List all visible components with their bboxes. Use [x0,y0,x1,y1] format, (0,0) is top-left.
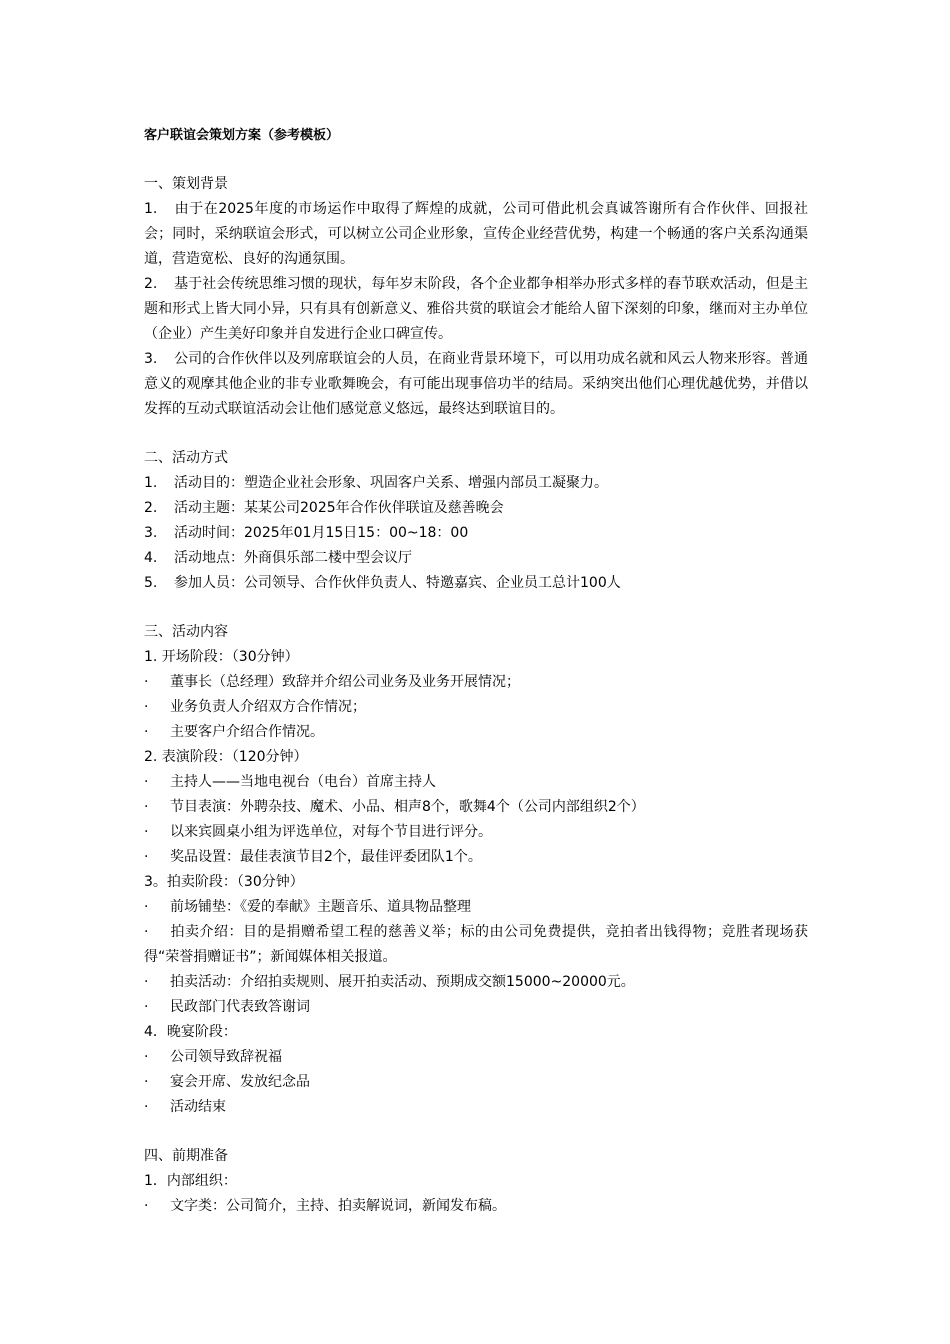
spacer [144,596,808,620]
bullet-mark: · [144,974,149,990]
bullet-mark: · [144,774,149,790]
phase-title: 4．晚宴阶段： [144,1024,237,1040]
section-heading-background: 一、策划背景 [144,176,228,192]
bullet-item [144,670,808,695]
phase-title: 1. 开场阶段：（30分钟） [144,649,299,665]
bullet-mark: · [144,924,149,940]
bullet-item [144,1070,808,1095]
item-number: 1. [144,475,158,491]
document-page [144,124,808,1219]
item-number: 2. [144,500,158,516]
item-number: 5. [144,575,158,591]
bullet-mark: · [144,849,149,865]
bullet-item [144,895,808,920]
item-text: 活动地点：外商俱乐部二楼中型会议厅 [174,550,412,566]
bullet-text: 董事长（总经理）致辞并介绍公司业务及业务开展情况； [170,674,520,690]
bullet-mark: · [144,1049,149,1065]
bullet-mark: · [144,999,149,1015]
bullet-item [144,970,808,995]
item-number: 3. [144,351,158,367]
list-item [144,571,808,596]
bullet-text: 文字类：公司简介，主持、拍卖解说词，新闻发布稿。 [170,1198,506,1214]
spacer [144,422,808,446]
bullet-mark: · [144,1074,149,1090]
item-text: 基于社会传统思维习惯的现状，每年岁末阶段，各个企业都争相举办形式多样的春节联欢活动，但是主题和形式上皆大同小异，只有具有创新意义、雅俗共赏的联谊会才能给人留下深刻的印象，继而对主办单位（企业）产生美好印象并自发进行企业口碑宣传。 [144,276,808,342]
bullet-text: 主要客户介绍合作情况。 [170,724,324,740]
bullet-mark: · [144,699,149,715]
bullet-text: 主持人——当地电视台（电台）首席主持人 [170,774,436,790]
item-text: 参加人员：公司领导、合作伙伴负责人、特邀嘉宾、企业员工总计100人 [174,575,621,591]
bullet-mark: · [144,724,149,740]
item-number: 4. [144,550,158,566]
bullet-text: 前场铺垫：《爱的奉献》主题音乐、道具物品整理 [170,899,471,915]
spacer [144,1120,808,1144]
bullet-text: 活动结束 [170,1099,226,1115]
bullet-mark: · [144,1099,149,1115]
bullet-item [144,1045,808,1070]
bullet-item [144,695,808,720]
bullet-text: 拍卖介绍：目的是捐赠希望工程的慈善义举；标的由公司免费提供，竞拍者出钱得物；竞胜者现场获得“荣誉捐赠证书”；新闻媒体相关报道。 [144,924,808,965]
section-heading-content: 三、活动内容 [144,624,228,640]
bullet-item [144,1095,808,1120]
list-item [144,496,808,521]
bullet-item [144,995,808,1020]
bullet-item [144,845,808,870]
bullet-mark: · [144,899,149,915]
phase-title: 3。拍卖阶段：（30分钟） [144,874,304,890]
bullet-text: 民政部门代表致答谢词 [170,999,310,1015]
bullet-text: 宴会开席、发放纪念品 [170,1074,310,1090]
bullet-mark: · [144,824,149,840]
list-item [144,521,808,546]
item-number: 2. [144,276,158,292]
paragraph [144,272,808,347]
bullet-text: 拍卖活动：介绍拍卖规则、展开拍卖活动、预期成交额15000~20000元。 [170,974,635,990]
document-title: 客户联谊会策划方案（参考模板） [144,128,340,143]
item-text: 活动主题：某某公司2025年合作伙伴联谊及慈善晚会 [174,500,504,516]
item-text: 活动目的：塑造企业社会形象、巩固客户关系、增强内部员工凝聚力。 [174,475,608,491]
item-text: 活动时间：2025年01月15日15：00~18：00 [174,525,469,541]
bullet-item [144,820,808,845]
bullet-mark: · [144,1198,149,1214]
phase-title: 2. 表演阶段：（120分钟） [144,749,308,765]
list-item [144,546,808,571]
item-text: 公司的合作伙伴以及列席联谊会的人员，在商业背景环境下，可以用功成名就和风云人物来形容。普通意义的观摩其他企业的非专业歌舞晚会，有可能出现事倍功半的结局。采纳突出他们心理优越优势，并借以发挥的互动式联谊活动会让他们感觉意义悠远，最终达到联谊目的。 [144,351,808,417]
paragraph [144,347,808,422]
bullet-mark: · [144,674,149,690]
bullet-text: 业务负责人介绍双方合作情况； [170,699,366,715]
item-number: 3. [144,525,158,541]
item-number: 1. [144,201,158,217]
paragraph [144,197,808,272]
bullet-item [144,795,808,820]
section-heading-method: 二、活动方式 [144,450,228,466]
bullet-item [144,1194,808,1219]
bullet-item [144,720,808,745]
bullet-text: 以来宾圆桌小组为评选单位，对每个节目进行评分。 [170,824,492,840]
bullet-text: 公司领导致辞祝福 [170,1049,282,1065]
phase-title: 1．内部组织： [144,1173,237,1189]
list-item [144,471,808,496]
bullet-text: 节目表演：外聘杂技、魔术、小品、相声8个，歌舞4个（公司内部组织2个） [170,799,645,815]
item-text: 由于在2025年度的市场运作中取得了辉煌的成就，公司可借此机会真诚答谢所有合作伙伴、回报社会；同时，采纳联谊会形式，可以树立公司企业形象，宣传企业经营优势，构建一个畅通的客户关系沟通渠道，营造宽松、良好的沟通氛围。 [144,201,808,267]
section-heading-preparation: 四、前期准备 [144,1148,228,1164]
bullet-mark: · [144,799,149,815]
spacer [144,148,808,172]
bullet-item [144,770,808,795]
bullet-text: 奖品设置：最佳表演节目2个，最佳评委团队1个。 [170,849,482,865]
bullet-item [144,920,808,970]
